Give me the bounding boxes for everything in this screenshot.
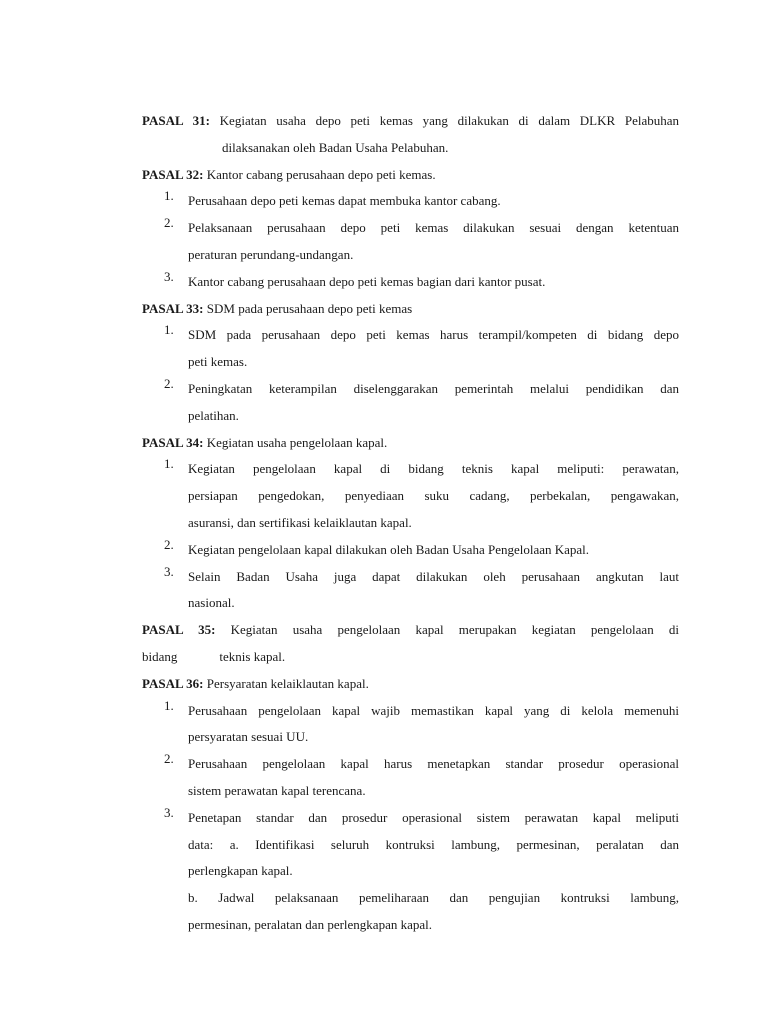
item-text: peti kemas.	[188, 354, 248, 370]
item-number: 2.	[164, 215, 174, 231]
list-item	[142, 698, 679, 752]
item-text: Pelaksanaan perusahaan depo peti kemas dilakukan sesuai dengan ketentuan	[188, 220, 679, 236]
item-number: 2.	[164, 536, 174, 552]
item-text: Kegiatan pengelolaan kapal dilakukan oleh Badan Usaha Pengelolaan Kapal.	[188, 541, 590, 557]
list-item	[142, 376, 679, 430]
pasal-31-text: Kegiatan usaha depo peti kemas yang dilakukan di dalam DLKR Pelabuhan	[219, 113, 680, 128]
item-number: 3.	[164, 804, 174, 820]
item-text: Perusahaan pengelolaan kapal wajib memastikan kapal yang di kelola memenuhi	[188, 702, 679, 718]
pasal-31-line-2: dilaksanakan oleh Badan Usaha Pelabuhan.	[222, 139, 449, 155]
list-item	[142, 564, 679, 618]
item-number: 3.	[164, 268, 174, 284]
pasal-36-label: PASAL 36:	[142, 675, 204, 691]
pasal-33-title: SDM pada perusahaan depo peti kemas	[206, 300, 413, 316]
item-text: data: a. Identifikasi seluruh kontruksi lambung, permesinan, peralatan dan	[188, 836, 679, 852]
item-number: 1.	[164, 188, 174, 204]
pasal-35-line-1	[142, 617, 679, 644]
item-text: Kegiatan pengelolaan kapal di bidang teknis kapal meliputi: perawatan,	[188, 461, 679, 477]
item-number: 3.	[164, 563, 174, 579]
item-number: 1.	[164, 322, 174, 338]
item-text: Peningkatan keterampilan diselenggarakan pemerintah melalui pendidikan dan	[188, 380, 679, 396]
list-item	[142, 751, 679, 805]
list-item	[142, 215, 679, 269]
list-item	[142, 269, 679, 296]
list-item	[142, 456, 679, 536]
item-number: 1.	[164, 697, 174, 713]
item-text: persyaratan sesuai UU.	[188, 729, 309, 745]
item-text: perlengkapan kapal.	[188, 863, 293, 879]
list-item	[142, 537, 679, 564]
pasal-34-heading	[142, 430, 679, 457]
sub-item-b-text: b. Jadwal pelaksanaan pemeliharaan dan pengujian kontruksi lambung,	[188, 890, 679, 906]
item-text: SDM pada perusahaan depo peti kemas harus terampil/kompeten di bidang depo	[188, 327, 679, 343]
pasal-35-label: PASAL 35:	[142, 622, 216, 638]
item-text: Kantor cabang perusahaan depo peti kemas bagian dari kantor pusat.	[188, 273, 546, 289]
pasal-33-heading	[142, 296, 679, 323]
sub-item-b-text: permesinan, peralatan dan perlengkapan kapal.	[188, 916, 432, 932]
item-text: persiapan pengedokan, penyediaan suku cadang, perbekalan, pengawakan,	[188, 488, 679, 504]
list-item	[142, 322, 679, 376]
item-text: Perusahaan pengelolaan kapal harus menetapkan standar prosedur operasional	[188, 756, 679, 772]
item-text: Penetapan standar dan prosedur operasional sistem perawatan kapal meliputi	[188, 809, 679, 825]
pasal-35-text: Kegiatan usaha pengelolaan kapal merupakan kegiatan pengelolaan di	[230, 622, 679, 638]
document-page	[142, 108, 679, 939]
pasal-34-title: Kegiatan usaha pengelolaan kapal.	[206, 434, 388, 450]
pasal-33-label: PASAL 33:	[142, 300, 204, 316]
pasal-35-text-b: teknis kapal.	[219, 648, 286, 664]
item-text: Selain Badan Usaha juga dapat dilakukan oleh perusahaan angkutan laut	[188, 568, 679, 584]
pasal-36-heading	[142, 671, 679, 698]
pasal-35-line-2	[142, 644, 679, 671]
item-text: sistem perawatan kapal terencana.	[188, 782, 366, 798]
item-text: Perusahaan depo peti kemas dapat membuka kantor cabang.	[188, 193, 501, 209]
pasal-35-text-a: bidang	[142, 648, 178, 664]
item-text: nasional.	[188, 595, 235, 611]
pasal-34-label: PASAL 34:	[142, 434, 204, 450]
item-number: 2.	[164, 375, 174, 391]
list-item	[142, 805, 679, 939]
item-number: 1.	[164, 456, 174, 472]
item-number: 2.	[164, 751, 174, 767]
item-text: peraturan perundang-undangan.	[188, 246, 354, 262]
pasal-31-label: PASAL 31:	[142, 113, 210, 128]
pasal-32-heading	[142, 162, 679, 189]
pasal-32-title: Kantor cabang perusahaan depo peti kemas.	[206, 166, 436, 182]
item-text: pelatihan.	[188, 407, 239, 423]
item-text: asuransi, dan sertifikasi kelaiklautan kapal.	[188, 514, 412, 530]
pasal-32-label: PASAL 32:	[142, 166, 204, 182]
pasal-31-line-1	[142, 108, 679, 135]
list-item	[142, 188, 679, 215]
pasal-36-title: Persyaratan kelaiklautan kapal.	[206, 675, 369, 691]
